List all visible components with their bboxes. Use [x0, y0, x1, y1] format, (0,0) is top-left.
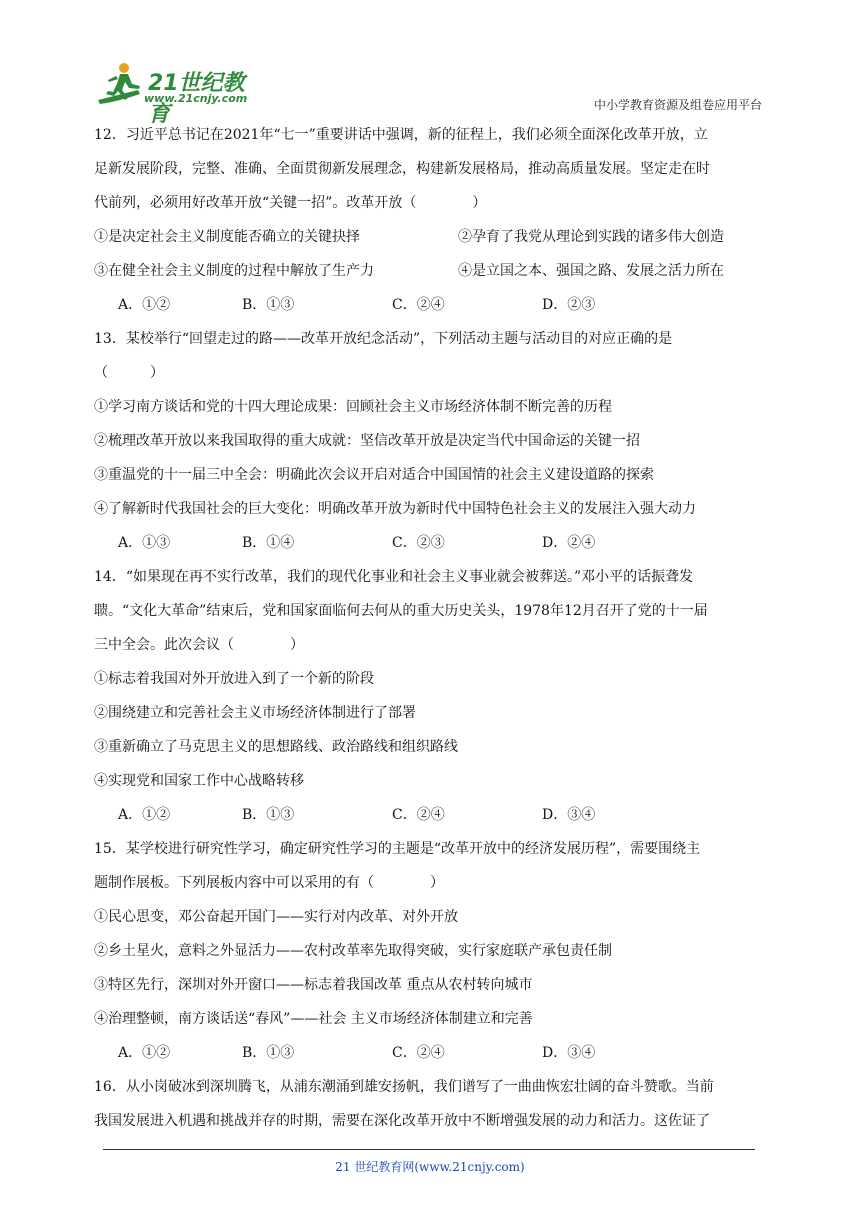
option-c[interactable]: C．②④	[392, 807, 445, 823]
question-line: ③在健全社会主义制度的过程中解放了生产力 ④是立国之本、强国之路、发展之活力所在	[94, 263, 724, 279]
question-line: （ ）	[94, 365, 164, 381]
question-line: 题制作展板。下列展板内容中可以采用的有（ ）	[94, 875, 444, 891]
question-line: 16．从小岗破冰到深圳腾飞，从浦东潮涌到雄安扬帆，我们谱写了一曲曲恢宏壮阔的奋斗赞歌。当前	[94, 1079, 714, 1095]
option-a[interactable]: A．①②	[118, 807, 171, 823]
question-12	[94, 118, 766, 322]
question-line: ①学习南方谈话和党的十四大理论成果：回顾社会主义市场经济体制不断完善的历程	[94, 399, 612, 415]
answer-options	[94, 798, 766, 832]
option-c[interactable]: C．②④	[392, 297, 445, 313]
option-d[interactable]: D．③④	[542, 807, 596, 823]
question-line: 代前列，必须用好改革开放“关键一招”。改革开放（ ）	[94, 195, 487, 211]
question-line: ④实现党和国家工作中心战略转移	[94, 773, 304, 789]
question-line: 聩。“文化大革命”结束后，党和国家面临何去何从的重大历史关头，1978年12月召开了党的十一届	[94, 603, 708, 619]
option-c[interactable]: C．②③	[392, 535, 445, 551]
question-line: ③重温党的十一届三中全会：明确此次会议开启对适合中国国情的社会主义建设道路的探索	[94, 467, 654, 483]
question-15	[94, 832, 766, 1070]
question-13	[94, 322, 766, 560]
question-line: ④治理整顿，南方谈话送“春风”——社会 主义市场经济体制建立和完善	[94, 1011, 533, 1027]
question-line: 三中全会。此次会议（ ）	[94, 637, 304, 653]
option-a[interactable]: A．①②	[118, 1045, 171, 1061]
option-b[interactable]: B．①③	[242, 807, 295, 823]
question-line: ④了解新时代我国社会的巨大变化：明确改革开放为新时代中国特色社会主义的发展注入强大动力	[94, 501, 696, 517]
question-list	[94, 118, 766, 1138]
logo-text: 21世纪教育	[148, 71, 245, 127]
footer-link[interactable]: 21 世纪教育网(www.21cnjy.com)	[335, 1160, 525, 1174]
option-b[interactable]: B．①③	[242, 297, 295, 313]
option-b[interactable]: B．①③	[242, 1045, 295, 1061]
question-14	[94, 560, 766, 832]
page-header	[0, 0, 860, 127]
option-b[interactable]: B．①④	[242, 535, 295, 551]
question-line: ①是决定社会主义制度能否确立的关键抉择 ②孕育了我党从理论到实践的诸多伟大创造	[94, 229, 724, 245]
option-d[interactable]: D．③④	[542, 1045, 596, 1061]
question-line: 我国发展进入机遇和挑战并存的时期，需要在深化改革开放中不断增强发展的动力和活力。这佐证了	[94, 1113, 710, 1129]
option-d[interactable]: D．②③	[542, 297, 596, 313]
answer-options	[94, 526, 766, 560]
logo-url: www.21cnjy.com	[144, 92, 248, 105]
question-line: ②梳理改革开放以来我国取得的重大成就：坚信改革开放是决定当代中国命运的关键一招	[94, 433, 640, 449]
question-16	[94, 1070, 766, 1138]
question-line: ②围绕建立和完善社会主义市场经济体制进行了部署	[94, 705, 416, 721]
question-line: ③重新确立了马克思主义的思想路线、政治路线和组织路线	[94, 739, 458, 755]
question-line: ①民心思变，邓公奋起开国门——实行对内改革、对外开放	[94, 909, 458, 925]
footer-divider	[103, 1149, 755, 1150]
option-a[interactable]: A．①③	[118, 535, 171, 551]
platform-name: 中小学教育资源及组卷应用平台	[593, 98, 762, 112]
option-d[interactable]: D．②④	[542, 535, 596, 551]
question-line: ③特区先行，深圳对外开窗口——标志着我国改革 重点从农村转向城市	[94, 977, 533, 993]
answer-options	[94, 1036, 766, 1070]
answer-options	[94, 288, 766, 322]
question-line: 足新发展阶段，完整、准确、全面贯彻新发展理念，构建新发展格局，推动高质量发展。坚定走在时	[94, 161, 710, 177]
question-line: 13．某校举行“回望走过的路——改革开放纪念活动”，下列活动主题与活动目的对应正确的是	[94, 331, 673, 347]
question-line: 14．“如果现在再不实行改革，我们的现代化事业和社会主义事业就会被葬送。”邓小平的话振聋发	[94, 569, 694, 585]
site-logo[interactable]	[94, 60, 264, 127]
question-line: ①标志着我国对外开放进入到了一个新的阶段	[94, 671, 374, 687]
runner-logo-icon	[94, 60, 146, 110]
question-line: 15．某学校进行研究性学习，确定研究性学习的主题是“改革开放中的经济发展历程”，需要围绕主	[94, 841, 701, 857]
option-a[interactable]: A．①②	[118, 297, 171, 313]
option-c[interactable]: C．②④	[392, 1045, 445, 1061]
question-line: 12．习近平总书记在2021年“七一”重要讲话中强调，新的征程上，我们必须全面深化改革开放，立	[94, 127, 708, 143]
question-line: ②乡土星火，意料之外显活力——农村改革率先取得突破，实行家庭联产承包责任制	[94, 943, 612, 959]
